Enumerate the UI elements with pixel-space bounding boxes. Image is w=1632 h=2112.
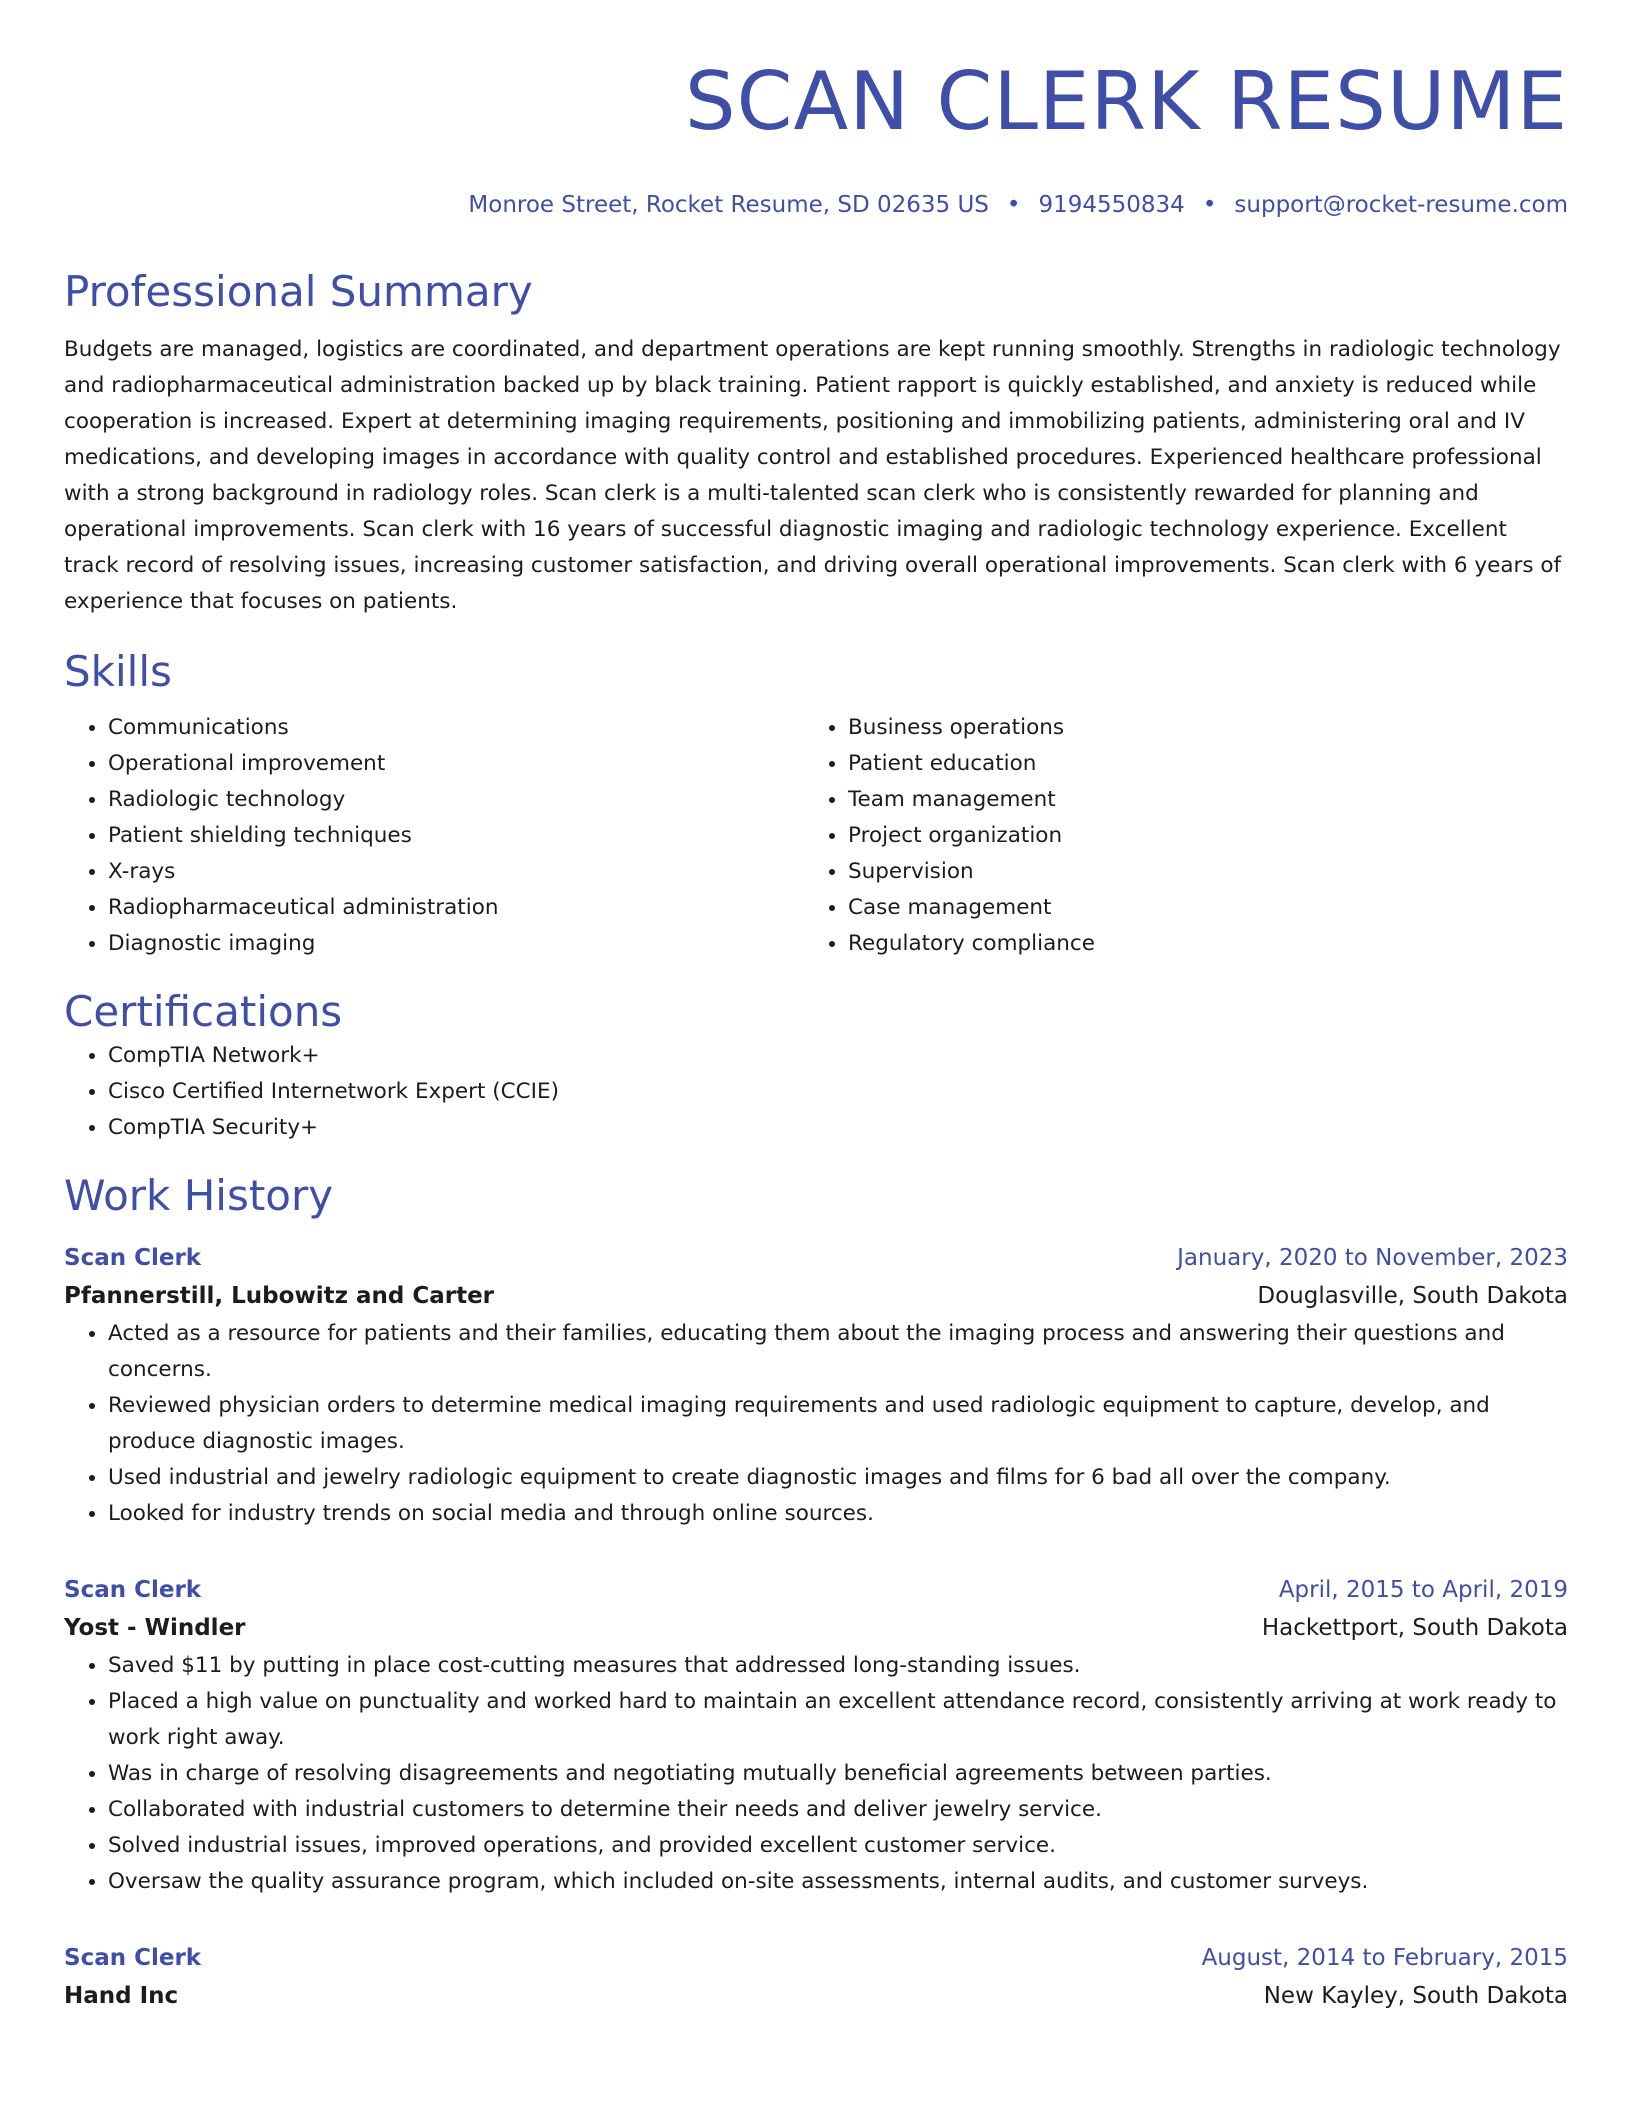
contact-line [64,190,1568,220]
contact-separator: • [1006,192,1021,218]
job-entry [64,1240,1568,1532]
section-heading-certifications: Certifications [64,987,343,1036]
skill-item: • Team management [848,782,1544,818]
job-entry [64,1940,1568,2016]
job-dates: April, 2015 to April, 2019 [1278,1577,1568,1603]
job-bullet: • Reviewed physician orders to determine medical imaging requirements and used radiologic equipment to capture, develop, and produce diagnostic images. [108,1388,1568,1460]
skill-item: • X-rays [108,854,804,890]
job-location: New Kayley, South Dakota [1263,1983,1568,2009]
job-location: Douglasville, South Dakota [1257,1283,1568,1309]
skill-item: • Radiologic technology [108,782,804,818]
job-bullet: • Placed a high value on punctuality and worked hard to maintain an excellent attendance record, consistently arriving at work ready to work right away. [108,1684,1568,1756]
skill-item: • Patient shielding techniques [108,818,804,854]
job-bullet: • Solved industrial issues, improved operations, and provided excellent customer service. [108,1828,1568,1864]
resume-title: SCAN CLERK RESUME [684,55,1568,148]
skill-item: • Case management [848,890,1544,926]
job-title: Scan Clerk [64,1577,202,1603]
skills-list-left [64,710,804,962]
job-dates: August, 2014 to February, 2015 [1201,1945,1568,1971]
skill-item: • Radiopharmaceutical administration [108,890,804,926]
job-bullet: • Looked for industry trends on social media and through online sources. [108,1496,1568,1532]
skill-item: • Regulatory compliance [848,926,1544,962]
job-entry [64,1572,1568,1900]
section-heading-work-history: Work History [64,1171,334,1220]
skill-item: • Diagnostic imaging [108,926,804,962]
resume-header [64,0,1568,220]
contact-address: Monroe Street, Rocket Resume, SD 02635 US [468,192,989,218]
job-dates: January, 2020 to November, 2023 [1177,1245,1568,1271]
skill-item: • Operational improvement [108,746,804,782]
job-bullet: • Collaborated with industrial customers to determine their needs and deliver jewelry service. [108,1792,1568,1828]
skill-item: • Business operations [848,710,1544,746]
certification-item: • Cisco Certified Internetwork Expert (CCIE) [108,1074,1568,1110]
skills-list-right [804,710,1544,962]
job-company: Yost - Windler [64,1615,246,1641]
contact-separator: • [1202,192,1217,218]
job-bullets [64,1648,1568,1900]
professional-summary-section [64,266,1568,620]
section-heading-summary: Professional Summary [64,267,533,316]
job-company: Hand Inc [64,1983,179,2009]
skill-item: • Communications [108,710,804,746]
work-history-section [64,1170,1568,2016]
skills-columns [64,710,1568,962]
section-heading-skills: Skills [64,647,172,696]
skill-item: • Patient education [848,746,1544,782]
job-bullet: • Used industrial and jewelry radiologic equipment to create diagnostic images and films for 6 bad all over the company. [108,1460,1568,1496]
skills-section [64,646,1568,962]
job-bullet: • Oversaw the quality assurance program, which included on-site assessments, internal audits, and customer surveys. [108,1864,1568,1900]
certifications-list [64,1038,1568,1146]
certification-item: • CompTIA Security+ [108,1110,1568,1146]
job-bullets [64,1316,1568,1532]
job-location: Hackettport, South Dakota [1261,1615,1568,1641]
job-title: Scan Clerk [64,1245,202,1271]
skill-item: • Project organization [848,818,1544,854]
certifications-section [64,986,1568,1146]
skill-item: • Supervision [848,854,1544,890]
job-title: Scan Clerk [64,1945,202,1971]
summary-text: Budgets are managed, logistics are coordinated, and department operations are kept running smoothly. Strengths in radiologic technology and radiopharmaceutical administration backed up by black training. Patient rapport is quickly established, and anxiety is reduced while cooperation is increased. Expert at determining imaging requirements, positioning and immobilizing patients, administering oral and IV medications, and developing images in accordance with quality control and established procedures. Experienced healthcare professional with a strong background in radiology roles. Scan clerk is a multi-talented scan clerk who is consistently rewarded for planning and operational improvements. Scan clerk with 16 years of successful diagnostic imaging and radiologic technology experience. Excellent track record of resolving issues, increasing customer satisfaction, and driving overall operational improvements. Scan clerk with 6 years of experience that focuses on patients. [64,337,1562,614]
job-bullet: • Saved $11 by putting in place cost-cutting measures that addressed long-standing issues. [108,1648,1568,1684]
contact-email[interactable]: support@rocket-resume.com [1234,192,1568,218]
job-bullet: • Was in charge of resolving disagreements and negotiating mutually beneficial agreements between parties. [108,1756,1568,1792]
contact-phone: 9194550834 [1038,192,1185,218]
certification-item: • CompTIA Network+ [108,1038,1568,1074]
job-company: Pfannerstill, Lubowitz and Carter [64,1283,495,1309]
job-bullet: • Acted as a resource for patients and their families, educating them about the imaging process and answering their questions and concerns. [108,1316,1568,1388]
